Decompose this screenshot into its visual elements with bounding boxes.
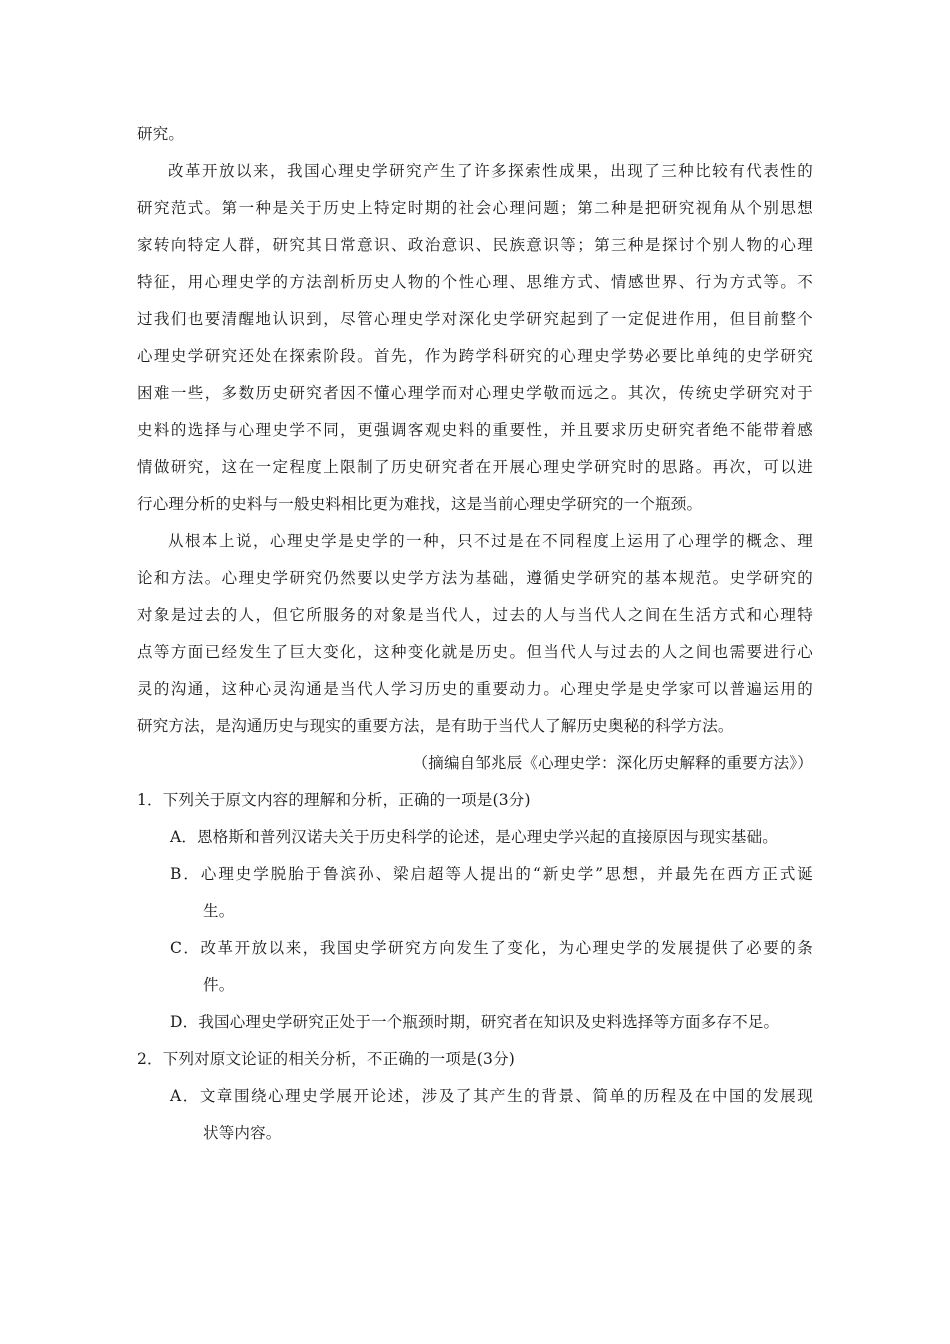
option-b-continued: 生。 (203, 902, 235, 920)
option-a: A．恩格斯和普列汉诺夫关于历史科学的论述，是心理史学兴起的直接原因与现实基础。 (170, 828, 778, 846)
question-1 (137, 782, 813, 1041)
option-a: A．文章围绕心理史学展开论述，涉及了其产生的背景、简单的历程及在中国的发展现 (170, 1087, 813, 1105)
text-line: 行心理分析的史料与一般史料相比更为难找，这是当前心理史学研究的一个瓶颈。 (137, 495, 703, 513)
text-line: 困难一些，多数历史研究者因不懂心理学而对心理史学敬而远之。其次，传统史学研究对于 (137, 384, 813, 402)
paragraph-0 (137, 116, 813, 153)
question-stem: 2．下列对原文论证的相关分析，不正确的一项是(3分) (137, 1050, 516, 1068)
option-d: D．我国心理史学研究正处于一个瓶颈时期，研究者在知识及史料选择等方面多存不足。 (170, 1013, 780, 1031)
text-line: 过我们也要清醒地认识到，尽管心理史学对深化史学研究起到了一定促进作用，但目前整个 (137, 310, 813, 328)
option-c: C．改革开放以来，我国史学研究方向发生了变化，为心理史学的发展提供了必要的条 (170, 939, 813, 957)
option-c-continued: 件。 (203, 976, 235, 994)
question-2 (137, 1041, 813, 1152)
text-line: 特征，用心理史学的方法剖析历史人物的个性心理、思维方式、情感世界、行为方式等。不 (137, 273, 813, 291)
text-line: 点等方面已经发生了巨大变化，这种变化就是历史。但当代人与过去的人之间也需要进行心 (137, 643, 813, 661)
text-line: 家转向特定人群，研究其日常意识、政治意识、民族意识等；第三种是探讨个别人物的心理 (137, 236, 813, 254)
text-line: 研究。 (137, 125, 185, 143)
text-line: 情做研究，这在一定程度上限制了历史研究者在开展心理史学研究时的思路。再次，可以进 (137, 458, 813, 476)
paragraph-2 (137, 523, 813, 745)
text-line: 灵的沟通，这种心灵沟通是当代人学习历史的重要动力。心理史学是史学家可以普遍运用的 (137, 680, 813, 698)
source-citation: （摘编自邹兆辰《心理史学：深化历史解释的重要方法》） (412, 754, 813, 772)
document-page (137, 116, 813, 1152)
text-line: 研究方法，是沟通历史与现实的重要方法，是有助于当代人了解历史奥秘的科学方法。 (137, 717, 734, 735)
text-line: 心理史学研究还处在探索阶段。首先，作为跨学科研究的心理史学势必要比单纯的史学研究 (137, 347, 813, 365)
option-a-continued: 状等内容。 (203, 1124, 282, 1142)
text-line: 史料的选择与心理史学不同，更强调客观史料的重要性，并且要求历史研究者绝不能带着感 (137, 421, 813, 439)
question-stem: 1．下列关于原文内容的理解和分析，正确的一项是(3分) (137, 791, 531, 809)
text-line: 对象是过去的人，但它所服务的对象是当代人，过去的人与当代人之间在生活方式和心理特 (137, 606, 813, 624)
text-line: 改革开放以来，我国心理史学研究产生了许多探索性成果，出现了三种比较有代表性的 (168, 162, 813, 180)
text-line: 研究范式。第一种是关于历史上特定时期的社会心理问题；第二种是把研究视角从个别思想 (137, 199, 813, 217)
option-b: B．心理史学脱胎于鲁滨孙、梁启超等人提出的“新史学”思想，并最先在西方正式诞 (170, 865, 813, 883)
paragraph-1 (137, 153, 813, 523)
text-line: 论和方法。心理史学研究仍然要以史学方法为基础，遵循史学研究的基本规范。史学研究的 (137, 569, 813, 587)
text-line: 从根本上说，心理史学是史学的一种，只不过是在不同程度上运用了心理学的概念、理 (168, 532, 813, 550)
